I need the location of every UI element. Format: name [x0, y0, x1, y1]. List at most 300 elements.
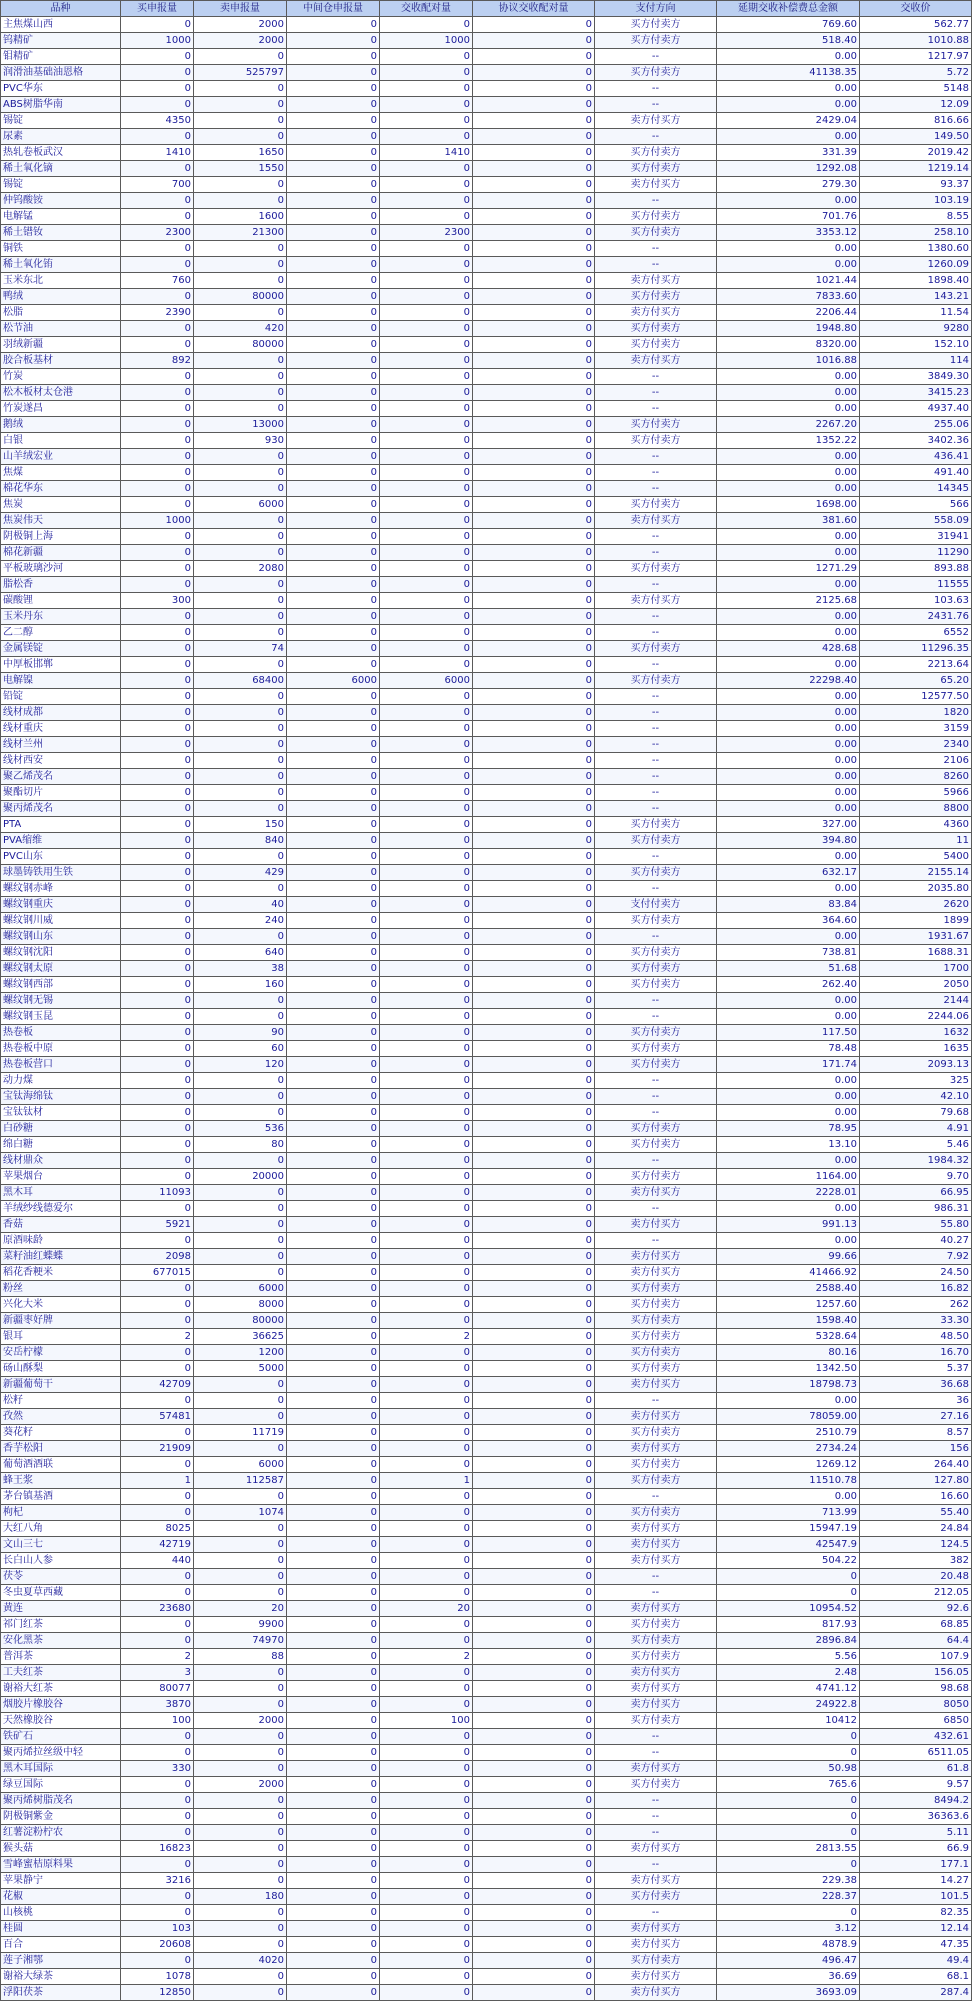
cell-intermediate-volume: 0 [287, 641, 380, 657]
cell-payment-direction: 卖方付买方 [595, 273, 717, 289]
cell-variety: 聚丙烯拉丝级中轻 [1, 1745, 121, 1761]
cell-buy-volume: 0 [121, 1905, 194, 1921]
cell-payment-direction: 买方付卖方 [595, 1057, 717, 1073]
table-row [1, 1329, 972, 1345]
cell-intermediate-volume: 0 [287, 449, 380, 465]
cell-sell-volume: 0 [194, 1937, 287, 1953]
cell-agreement-matched-volume: 0 [473, 1569, 595, 1585]
cell-sell-volume: 0 [194, 1905, 287, 1921]
cell-compensation-amount: 78.48 [717, 1041, 860, 1057]
cell-matched-volume: 0 [380, 481, 473, 497]
cell-sell-volume: 0 [194, 1441, 287, 1457]
cell-intermediate-volume: 0 [287, 929, 380, 945]
table-row [1, 753, 972, 769]
cell-compensation-amount: 518.40 [717, 33, 860, 49]
cell-compensation-amount: 496.47 [717, 1953, 860, 1969]
cell-agreement-matched-volume: 0 [473, 977, 595, 993]
table-row [1, 1825, 972, 1841]
cell-payment-direction: 卖方付买方 [595, 1969, 717, 1985]
cell-compensation-amount: 1269.12 [717, 1457, 860, 1473]
cell-compensation-amount: 2228.01 [717, 1185, 860, 1201]
cell-variety: 砀山酥梨 [1, 1361, 121, 1377]
cell-compensation-amount: 78059.00 [717, 1409, 860, 1425]
cell-settlement-price: 42.10 [860, 1089, 972, 1105]
cell-intermediate-volume: 0 [287, 1985, 380, 2001]
cell-sell-volume: 0 [194, 369, 287, 385]
cell-intermediate-volume: 0 [287, 753, 380, 769]
table-row [1, 417, 972, 433]
cell-intermediate-volume: 0 [287, 1457, 380, 1473]
cell-matched-volume: 0 [380, 1745, 473, 1761]
cell-intermediate-volume: 0 [287, 977, 380, 993]
cell-intermediate-volume: 0 [287, 1809, 380, 1825]
cell-variety: 银耳 [1, 1329, 121, 1345]
cell-sell-volume: 0 [194, 1521, 287, 1537]
cell-payment-direction: 卖方付买方 [595, 1441, 717, 1457]
cell-settlement-price: 127.80 [860, 1473, 972, 1489]
cell-compensation-amount: 51.68 [717, 961, 860, 977]
cell-compensation-amount: 24922.8 [717, 1697, 860, 1713]
cell-intermediate-volume: 0 [287, 817, 380, 833]
table-row [1, 1793, 972, 1809]
cell-sell-volume: 0 [194, 1825, 287, 1841]
cell-buy-volume: 0 [121, 417, 194, 433]
cell-compensation-amount: 394.80 [717, 833, 860, 849]
cell-intermediate-volume: 0 [287, 1073, 380, 1089]
cell-agreement-matched-volume: 0 [473, 1201, 595, 1217]
cell-sell-volume: 0 [194, 785, 287, 801]
cell-agreement-matched-volume: 0 [473, 577, 595, 593]
cell-sell-volume: 6000 [194, 497, 287, 513]
cell-agreement-matched-volume: 0 [473, 33, 595, 49]
cell-sell-volume: 0 [194, 81, 287, 97]
table-row [1, 929, 972, 945]
cell-settlement-price: 14345 [860, 481, 972, 497]
cell-matched-volume: 0 [380, 961, 473, 977]
cell-variety: 润滑油基础油恩格 [1, 65, 121, 81]
cell-buy-volume: 0 [121, 1281, 194, 1297]
cell-matched-volume: 0 [380, 737, 473, 753]
cell-variety: 热卷板 [1, 1025, 121, 1041]
cell-variety: 稻花香粳米 [1, 1265, 121, 1281]
cell-compensation-amount: 1257.60 [717, 1297, 860, 1313]
cell-sell-volume: 0 [194, 577, 287, 593]
cell-agreement-matched-volume: 0 [473, 1761, 595, 1777]
cell-settlement-price: 107.9 [860, 1649, 972, 1665]
table-row [1, 497, 972, 513]
cell-settlement-price: 8050 [860, 1697, 972, 1713]
cell-compensation-amount: 2267.20 [717, 417, 860, 433]
cell-compensation-amount: 364.60 [717, 913, 860, 929]
cell-agreement-matched-volume: 0 [473, 897, 595, 913]
table-row [1, 513, 972, 529]
cell-settlement-price: 11 [860, 833, 972, 849]
cell-intermediate-volume: 0 [287, 1937, 380, 1953]
cell-buy-volume: 0 [121, 97, 194, 113]
cell-variety: 松脂 [1, 305, 121, 321]
table-row [1, 1393, 972, 1409]
cell-variety: 黑木耳国际 [1, 1761, 121, 1777]
cell-sell-volume: 0 [194, 1105, 287, 1121]
cell-intermediate-volume: 0 [287, 81, 380, 97]
cell-payment-direction: 买方付卖方 [595, 1425, 717, 1441]
cell-sell-volume: 0 [194, 1921, 287, 1937]
table-row [1, 449, 972, 465]
cell-intermediate-volume: 0 [287, 401, 380, 417]
cell-agreement-matched-volume: 0 [473, 657, 595, 673]
cell-matched-volume: 0 [380, 1313, 473, 1329]
cell-buy-volume: 103 [121, 1921, 194, 1937]
cell-agreement-matched-volume: 0 [473, 1489, 595, 1505]
cell-sell-volume: 0 [194, 1761, 287, 1777]
cell-sell-volume: 2000 [194, 1777, 287, 1793]
cell-settlement-price: 2106 [860, 753, 972, 769]
cell-settlement-price: 66.9 [860, 1841, 972, 1857]
cell-settlement-price: 11296.35 [860, 641, 972, 657]
cell-payment-direction: -- [595, 1489, 717, 1505]
cell-buy-volume: 8025 [121, 1521, 194, 1537]
cell-compensation-amount: 0.00 [717, 1073, 860, 1089]
cell-buy-volume: 0 [121, 977, 194, 993]
cell-sell-volume: 930 [194, 433, 287, 449]
cell-intermediate-volume: 0 [287, 1201, 380, 1217]
cell-agreement-matched-volume: 0 [473, 529, 595, 545]
cell-compensation-amount: 2588.40 [717, 1281, 860, 1297]
cell-buy-volume: 0 [121, 1745, 194, 1761]
cell-intermediate-volume: 0 [287, 145, 380, 161]
cell-matched-volume: 0 [380, 1217, 473, 1233]
cell-variety: 粉丝 [1, 1281, 121, 1297]
cell-payment-direction: 买方付卖方 [595, 33, 717, 49]
table-row [1, 1153, 972, 1169]
table-row [1, 1809, 972, 1825]
cell-settlement-price: 79.68 [860, 1105, 972, 1121]
cell-agreement-matched-volume: 0 [473, 1985, 595, 2001]
cell-payment-direction: 卖方付买方 [595, 1521, 717, 1537]
cell-payment-direction: 买方付卖方 [595, 1281, 717, 1297]
cell-payment-direction: 买方付卖方 [595, 1777, 717, 1793]
table-row [1, 1473, 972, 1489]
cell-payment-direction: 买方付卖方 [595, 833, 717, 849]
cell-intermediate-volume: 0 [287, 865, 380, 881]
cell-matched-volume: 0 [380, 337, 473, 353]
cell-variety: 焦煤 [1, 465, 121, 481]
cell-variety: 竹炭遂昌 [1, 401, 121, 417]
cell-compensation-amount: 4878.9 [717, 1937, 860, 1953]
table-row [1, 849, 972, 865]
cell-sell-volume: 0 [194, 689, 287, 705]
cell-matched-volume: 0 [380, 129, 473, 145]
cell-variety: 铜铁 [1, 241, 121, 257]
cell-compensation-amount: 18798.73 [717, 1377, 860, 1393]
cell-payment-direction: 买方付卖方 [595, 1329, 717, 1345]
cell-matched-volume: 0 [380, 1921, 473, 1937]
cell-matched-volume: 0 [380, 1809, 473, 1825]
cell-buy-volume: 0 [121, 337, 194, 353]
cell-compensation-amount: 0.00 [717, 545, 860, 561]
cell-sell-volume: 0 [194, 1553, 287, 1569]
cell-compensation-amount: 78.95 [717, 1121, 860, 1137]
table-row [1, 1361, 972, 1377]
cell-variety: 绿豆国际 [1, 1777, 121, 1793]
cell-agreement-matched-volume: 0 [473, 769, 595, 785]
cell-compensation-amount: 0 [717, 1729, 860, 1745]
cell-settlement-price: 1632 [860, 1025, 972, 1041]
cell-settlement-price: 1260.09 [860, 257, 972, 273]
cell-buy-volume: 0 [121, 1345, 194, 1361]
cell-matched-volume: 0 [380, 65, 473, 81]
cell-sell-volume: 2080 [194, 561, 287, 577]
cell-agreement-matched-volume: 0 [473, 417, 595, 433]
cell-sell-volume: 0 [194, 705, 287, 721]
cell-buy-volume: 0 [121, 321, 194, 337]
table-row [1, 1281, 972, 1297]
cell-variety: 仲钨酸铵 [1, 193, 121, 209]
cell-compensation-amount: 2206.44 [717, 305, 860, 321]
cell-matched-volume: 0 [380, 1905, 473, 1921]
cell-sell-volume: 80000 [194, 337, 287, 353]
cell-sell-volume: 11719 [194, 1425, 287, 1441]
cell-sell-volume: 0 [194, 769, 287, 785]
cell-compensation-amount: 0 [717, 1569, 860, 1585]
cell-buy-volume: 0 [121, 1297, 194, 1313]
cell-variety: 焦炭 [1, 497, 121, 513]
cell-matched-volume: 0 [380, 1633, 473, 1649]
cell-matched-volume: 0 [380, 17, 473, 33]
cell-settlement-price: 149.50 [860, 129, 972, 145]
cell-buy-volume: 0 [121, 401, 194, 417]
cell-intermediate-volume: 0 [287, 1569, 380, 1585]
cell-matched-volume: 0 [380, 369, 473, 385]
table-row [1, 465, 972, 481]
cell-agreement-matched-volume: 0 [473, 1793, 595, 1809]
cell-intermediate-volume: 0 [287, 1921, 380, 1937]
cell-intermediate-volume: 0 [287, 177, 380, 193]
cell-variety: 羊绒纱线德爱尔 [1, 1201, 121, 1217]
cell-compensation-amount: 1948.80 [717, 321, 860, 337]
cell-agreement-matched-volume: 0 [473, 161, 595, 177]
cell-intermediate-volume: 0 [287, 1489, 380, 1505]
cell-variety: 香菇 [1, 1217, 121, 1233]
cell-payment-direction: 买方付卖方 [595, 1457, 717, 1473]
cell-settlement-price: 3415.23 [860, 385, 972, 401]
cell-variety: 热轧卷板武汉 [1, 145, 121, 161]
cell-payment-direction: -- [595, 1825, 717, 1841]
column-header-compensation-amount: 延期交收补偿费总金额 [717, 1, 860, 17]
cell-buy-volume: 21909 [121, 1441, 194, 1457]
cell-settlement-price: 156 [860, 1441, 972, 1457]
cell-sell-volume: 0 [194, 545, 287, 561]
cell-agreement-matched-volume: 0 [473, 481, 595, 497]
cell-payment-direction: 卖方付买方 [595, 593, 717, 609]
cell-settlement-price: 48.50 [860, 1329, 972, 1345]
cell-compensation-amount: 0.00 [717, 689, 860, 705]
cell-buy-volume: 677015 [121, 1265, 194, 1281]
cell-compensation-amount: 1016.88 [717, 353, 860, 369]
column-header-agreement-matched-volume: 协议交收配对量 [473, 1, 595, 17]
cell-matched-volume: 0 [380, 1073, 473, 1089]
cell-intermediate-volume: 0 [287, 1121, 380, 1137]
table-row [1, 1729, 972, 1745]
cell-matched-volume: 2 [380, 1329, 473, 1345]
cell-intermediate-volume: 0 [287, 1217, 380, 1233]
cell-matched-volume: 0 [380, 1281, 473, 1297]
table-row [1, 1489, 972, 1505]
cell-agreement-matched-volume: 0 [473, 369, 595, 385]
cell-variety: 稀土氧化镝 [1, 161, 121, 177]
cell-settlement-price: 432.61 [860, 1729, 972, 1745]
cell-compensation-amount: 0.00 [717, 993, 860, 1009]
cell-variety: 碳酸锂 [1, 593, 121, 609]
cell-payment-direction: 买方付卖方 [595, 1345, 717, 1361]
cell-matched-volume: 0 [380, 929, 473, 945]
cell-matched-volume: 0 [380, 1265, 473, 1281]
cell-buy-volume: 0 [121, 785, 194, 801]
cell-agreement-matched-volume: 0 [473, 449, 595, 465]
cell-agreement-matched-volume: 0 [473, 1425, 595, 1441]
cell-payment-direction: 买方付卖方 [595, 945, 717, 961]
cell-variety: 棉花华东 [1, 481, 121, 497]
table-row [1, 609, 972, 625]
cell-agreement-matched-volume: 0 [473, 609, 595, 625]
table-row [1, 721, 972, 737]
cell-agreement-matched-volume: 0 [473, 337, 595, 353]
cell-variety: PVC华东 [1, 81, 121, 97]
cell-sell-volume: 2000 [194, 33, 287, 49]
cell-compensation-amount: 5.56 [717, 1649, 860, 1665]
cell-settlement-price: 68.85 [860, 1617, 972, 1633]
cell-compensation-amount: 991.13 [717, 1217, 860, 1233]
cell-agreement-matched-volume: 0 [473, 145, 595, 161]
cell-settlement-price: 36363.6 [860, 1809, 972, 1825]
cell-intermediate-volume: 0 [287, 1761, 380, 1777]
cell-settlement-price: 36.68 [860, 1377, 972, 1393]
cell-payment-direction: 买方付卖方 [595, 1889, 717, 1905]
cell-compensation-amount: 99.66 [717, 1249, 860, 1265]
cell-matched-volume: 0 [380, 849, 473, 865]
cell-agreement-matched-volume: 0 [473, 1025, 595, 1041]
table-row [1, 1937, 972, 1953]
cell-settlement-price: 2035.80 [860, 881, 972, 897]
table-row [1, 881, 972, 897]
table-row [1, 1537, 972, 1553]
cell-intermediate-volume: 6000 [287, 673, 380, 689]
cell-settlement-price: 103.19 [860, 193, 972, 209]
cell-matched-volume: 0 [380, 609, 473, 625]
cell-agreement-matched-volume: 0 [473, 1745, 595, 1761]
cell-settlement-price: 2213.64 [860, 657, 972, 673]
cell-matched-volume: 0 [380, 49, 473, 65]
cell-intermediate-volume: 0 [287, 1553, 380, 1569]
cell-buy-volume: 4350 [121, 113, 194, 129]
cell-variety: 松籽 [1, 1393, 121, 1409]
cell-payment-direction: -- [595, 577, 717, 593]
cell-matched-volume: 0 [380, 305, 473, 321]
cell-intermediate-volume: 0 [287, 1729, 380, 1745]
cell-sell-volume: 0 [194, 1537, 287, 1553]
cell-intermediate-volume: 0 [287, 737, 380, 753]
table-row [1, 1985, 972, 2001]
cell-agreement-matched-volume: 0 [473, 225, 595, 241]
cell-agreement-matched-volume: 0 [473, 593, 595, 609]
cell-buy-volume: 1000 [121, 33, 194, 49]
cell-variety: 线材成都 [1, 705, 121, 721]
column-header-payment-direction: 支付方向 [595, 1, 717, 17]
cell-variety: 长白山人参 [1, 1553, 121, 1569]
cell-intermediate-volume: 0 [287, 1425, 380, 1441]
cell-sell-volume: 0 [194, 305, 287, 321]
cell-matched-volume: 0 [380, 1249, 473, 1265]
cell-variety: 螺纹钢无锡 [1, 993, 121, 1009]
column-header-matched-volume: 交收配对量 [380, 1, 473, 17]
cell-sell-volume: 536 [194, 1121, 287, 1137]
cell-matched-volume: 0 [380, 177, 473, 193]
cell-sell-volume: 0 [194, 385, 287, 401]
cell-variety: 阴极铜上海 [1, 529, 121, 545]
cell-matched-volume: 0 [380, 1169, 473, 1185]
table-row [1, 1697, 972, 1713]
cell-buy-volume: 0 [121, 1617, 194, 1633]
cell-buy-volume: 0 [121, 625, 194, 641]
cell-intermediate-volume: 0 [287, 33, 380, 49]
cell-payment-direction: -- [595, 1729, 717, 1745]
cell-sell-volume: 13000 [194, 417, 287, 433]
table-row [1, 833, 972, 849]
cell-intermediate-volume: 0 [287, 1665, 380, 1681]
cell-compensation-amount: 0.00 [717, 449, 860, 465]
cell-variety: 球墨铸铁用生铁 [1, 865, 121, 881]
table-row [1, 801, 972, 817]
cell-intermediate-volume: 0 [287, 65, 380, 81]
cell-payment-direction: -- [595, 1153, 717, 1169]
cell-buy-volume: 0 [121, 705, 194, 721]
cell-payment-direction: 买方付卖方 [595, 1505, 717, 1521]
cell-matched-volume: 0 [380, 465, 473, 481]
cell-sell-volume: 525797 [194, 65, 287, 81]
cell-matched-volume: 0 [380, 1393, 473, 1409]
table-row [1, 273, 972, 289]
cell-agreement-matched-volume: 0 [473, 1553, 595, 1569]
cell-variety: 黑木耳 [1, 1185, 121, 1201]
cell-variety: 线材西安 [1, 753, 121, 769]
cell-matched-volume: 0 [380, 1665, 473, 1681]
cell-payment-direction: -- [595, 1073, 717, 1089]
cell-payment-direction: -- [595, 385, 717, 401]
cell-matched-volume: 0 [380, 993, 473, 1009]
cell-agreement-matched-volume: 0 [473, 1185, 595, 1201]
cell-intermediate-volume: 0 [287, 1585, 380, 1601]
cell-sell-volume: 0 [194, 1681, 287, 1697]
cell-settlement-price: 262 [860, 1297, 972, 1313]
table-row [1, 1905, 972, 1921]
cell-compensation-amount: 0.00 [717, 801, 860, 817]
cell-sell-volume: 0 [194, 849, 287, 865]
cell-sell-volume: 0 [194, 753, 287, 769]
cell-settlement-price: 2340 [860, 737, 972, 753]
cell-buy-volume: 3216 [121, 1873, 194, 1889]
cell-settlement-price: 16.82 [860, 1281, 972, 1297]
cell-buy-volume: 57481 [121, 1409, 194, 1425]
table-row [1, 1169, 972, 1185]
cell-payment-direction: -- [595, 801, 717, 817]
cell-variety: 电解锰 [1, 209, 121, 225]
cell-matched-volume: 0 [380, 865, 473, 881]
cell-agreement-matched-volume: 0 [473, 1841, 595, 1857]
cell-payment-direction: 卖方付买方 [595, 1249, 717, 1265]
cell-settlement-price: 66.95 [860, 1185, 972, 1201]
cell-intermediate-volume: 0 [287, 881, 380, 897]
cell-agreement-matched-volume: 0 [473, 961, 595, 977]
